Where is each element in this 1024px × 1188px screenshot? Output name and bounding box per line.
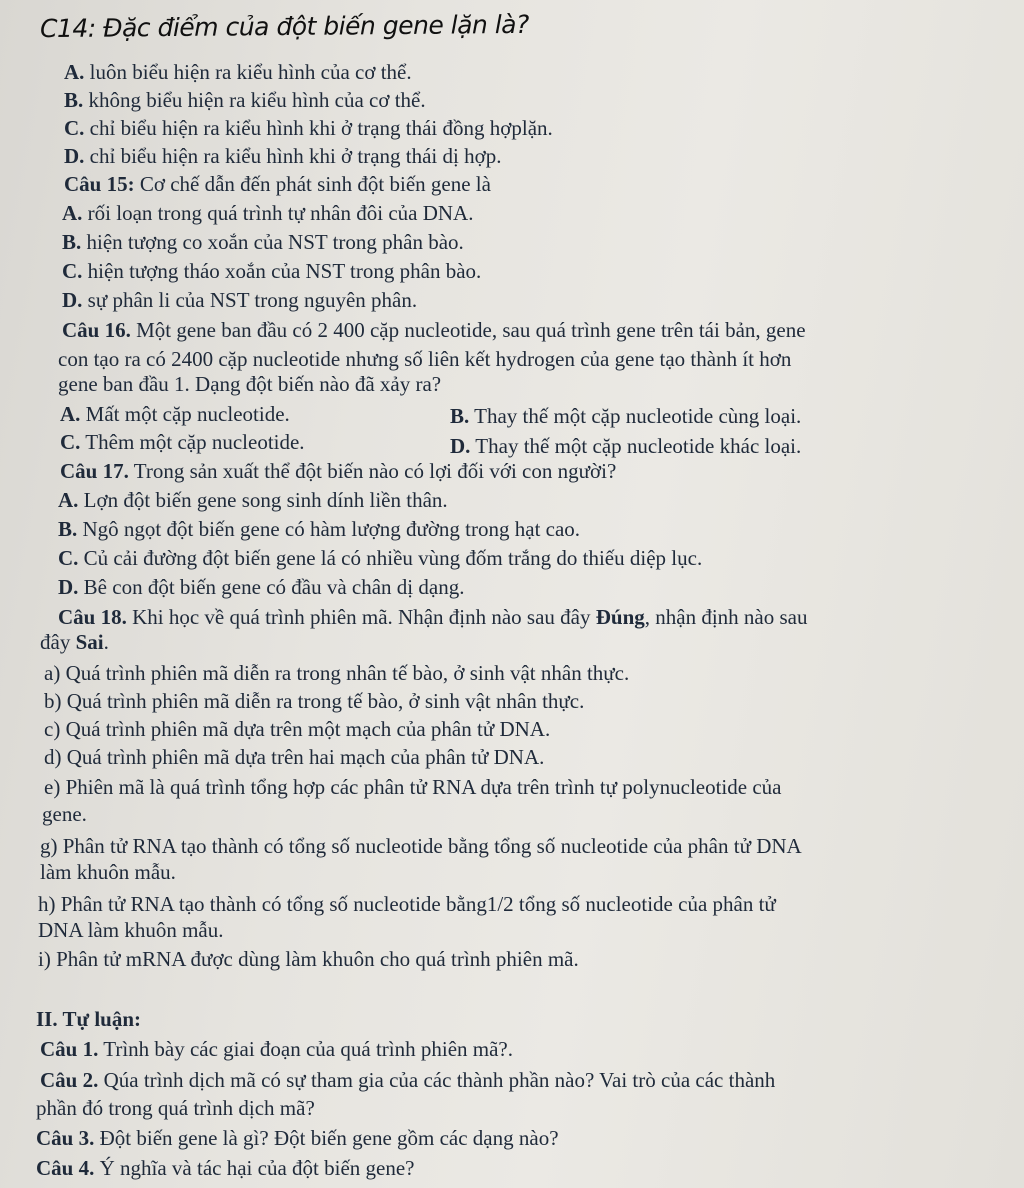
q14-option-d: D. chỉ biểu hiện ra kiểu hình khi ở trạng thái dị hợp. <box>64 144 502 168</box>
q16-stem-line2: con tạo ra có 2400 cặp nucleotide nhưng số liên kết hydrogen của gene tạo thành ít hơn <box>58 347 792 371</box>
q16-stem-line1: Câu 16. Một gene ban đầu có 2 400 cặp nucleotide, sau quá trình gene trên tái bản, gene <box>62 318 806 342</box>
essay-question-4: Câu 4. Ý nghĩa và tác hại của đột biến gene? <box>36 1156 415 1180</box>
q17-stem: Câu 17. Trong sản xuất thể đột biến nào có lợi đối với con người? <box>60 459 617 483</box>
essay-question-1: Câu 1. Trình bày các giai đoạn của quá trình phiên mã?. <box>40 1037 513 1061</box>
q18-statement-i: i) Phân tử mRNA được dùng làm khuôn cho quá trình phiên mã. <box>38 947 579 971</box>
q18-statement-b: b) Quá trình phiên mã diễn ra trong tế bào, ở sinh vật nhân thực. <box>44 689 585 713</box>
essay-question-2-line1: Câu 2. Qúa trình dịch mã có sự tham gia của các thành phần nào? Vai trò của các thành <box>40 1068 776 1092</box>
q14-option-c: C. chỉ biểu hiện ra kiểu hình khi ở trạng thái đồng hợplặn. <box>64 116 553 140</box>
q16-option-b: B. Thay thế một cặp nucleotide cùng loại. <box>450 404 802 428</box>
q18-statement-a: a) Quá trình phiên mã diễn ra trong nhân tế bào, ở sinh vật nhân thực. <box>44 661 630 685</box>
q18-statement-e-line2: gene. <box>42 802 87 826</box>
q16-option-d: D. Thay thế một cặp nucleotide khác loại. <box>450 434 802 458</box>
q18-statement-e-line1: e) Phiên mã là quá trình tổng hợp các phân tử RNA dựa trên trình tự polynucleotide của <box>44 775 782 799</box>
q14-option-a: A. luôn biểu hiện ra kiểu hình của cơ thể. <box>64 60 412 84</box>
q14-option-b: B. không biểu hiện ra kiểu hình của cơ thể. <box>64 88 426 112</box>
q17-option-c: C. Củ cải đường đột biến gene lá có nhiều vùng đốm trắng do thiếu diệp lục. <box>58 546 703 570</box>
q16-stem-line3: gene ban đầu 1. Dạng đột biến nào đã xảy ra? <box>58 372 442 396</box>
q18-statement-g-line1: g) Phân tử RNA tạo thành có tổng số nucleotide bằng tổng số nucleotide của phân tử DNA <box>40 834 802 858</box>
q18-stem-line1: Câu 18. Khi học về quá trình phiên mã. Nhận định nào sau đây Đúng, nhận định nào sau <box>58 605 808 629</box>
q18-statement-c: c) Quá trình phiên mã dựa trên một mạch của phân tử DNA. <box>44 717 551 741</box>
q18-stem-line2: đây Sai. <box>40 630 109 654</box>
q15-stem: Câu 15: Cơ chế dẫn đến phát sinh đột biến gene là <box>64 172 491 196</box>
q18-statement-h-line2: DNA làm khuôn mẫu. <box>38 918 224 942</box>
q17-option-a: A. Lợn đột biến gene song sinh dính liền thân. <box>58 488 448 512</box>
handwritten-question-title: C14: Đặc điểm của đột biến gene lặn là? <box>39 9 529 44</box>
essay-question-3: Câu 3. Đột biến gene là gì? Đột biến gene gồm các dạng nào? <box>36 1126 559 1150</box>
q18-statement-d: d) Quá trình phiên mã dựa trên hai mạch của phân tử DNA. <box>44 745 545 769</box>
q15-option-a: A. rối loạn trong quá trình tự nhân đôi của DNA. <box>62 201 474 225</box>
q17-option-d: D. Bê con đột biến gene có đầu và chân dị dạng. <box>58 575 465 599</box>
q18-statement-g-line2: làm khuôn mẫu. <box>40 860 176 884</box>
q15-option-b: B. hiện tượng co xoắn của NST trong phân bào. <box>62 230 464 254</box>
q15-option-d: D. sự phân li của NST trong nguyên phân. <box>62 288 418 312</box>
q15-option-c: C. hiện tượng tháo xoắn của NST trong phân bào. <box>62 259 482 283</box>
q16-option-c: C. Thêm một cặp nucleotide. <box>60 430 305 454</box>
part2-heading: II. Tự luận: <box>36 1007 142 1031</box>
q18-statement-h-line1: h) Phân tử RNA tạo thành có tổng số nucleotide bằng1/2 tổng số nucleotide của phân tử <box>38 892 776 916</box>
q16-option-a: A. Mất một cặp nucleotide. <box>60 402 290 426</box>
essay-question-2-line2: phần đó trong quá trình dịch mã? <box>36 1096 315 1120</box>
q17-option-b: B. Ngô ngọt đột biến gene có hàm lượng đường trong hạt cao. <box>58 517 581 541</box>
